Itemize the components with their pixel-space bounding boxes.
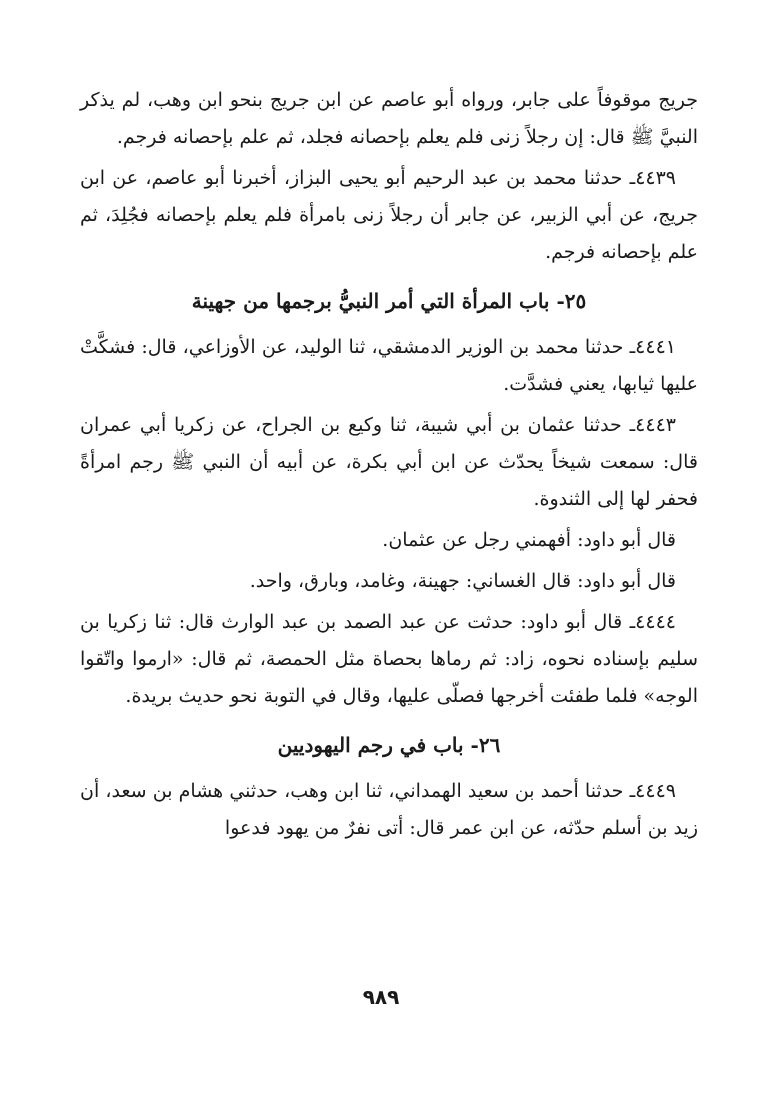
paragraph-hadith-4449: ٤٤٤٩ـ حدثنا أحمد بن سعيد الهمداني، ثنا ابن وهب، حدثني هشام بن سعد، أن زيد بن أسلم حدّثه، عن ابن عمر قال: أتى نفرٌ من يهود فدعوا: [80, 780, 698, 839]
chapter-heading-26: ٢٦- باب في رجم اليهوديين: [277, 733, 501, 757]
page-body: [80, 82, 698, 851]
paragraph-abu-dawud-note-2: قال أبو داود: قال الغساني: جهينة، وغامد، وبارق، واحد.: [249, 570, 676, 592]
chapter-heading-25: ٢٥- باب المرأة التي أمر النبيُّ برجمها من جهينة: [191, 289, 587, 313]
paragraph-hadith-4441: ٤٤٤١ـ حدثنا محمد بن الوزير الدمشقي، ثنا الوليد، عن الأوزاعي، قال: فشكَّتْ عليها ثيابها، يعني فشدَّت.: [80, 336, 698, 395]
paragraph-hadith-4443: ٤٤٤٣ـ حدثنا عثمان بن أبي شيبة، ثنا وكيع بن الجراح، عن زكريا أبي عمران قال: سمعت شيخاً يحدّث عن ابن أبي بكرة، عن أبيه أن النبي ﷺ رجم امرأةً فحفر لها إلى الثندوة.: [80, 414, 698, 510]
paragraph-hadith-4444: ٤٤٤٤ـ قال أبو داود: حدثت عن عبد الصمد بن عبد الوارث قال: ثنا زكريا بن سليم بإسناده نحوه، زاد: ثم رماها بحصاة مثل الحمصة، ثم قال: «ارموا واتّقوا الوجه» فلما طفئت أخرجها فصلّى عليها، وقال في التوبة نحو حديث بريدة.: [80, 611, 698, 707]
paragraph-abu-dawud-note-1: قال أبو داود: أفهمني رجل عن عثمان.: [382, 529, 676, 551]
page-number: ٩٨٩: [362, 985, 400, 1009]
paragraph-hadith-4439: ٤٤٣٩ـ حدثنا محمد بن عبد الرحيم أبو يحيى البزاز، أخبرنا أبو عاصم، عن ابن جريج، عن أبي الزبير، عن جابر أن رجلاً زنى بامرأة فلم يعلم بإحصانه فجُلِدَ، ثم علم بإحصانه فرجم.: [80, 167, 698, 263]
paragraph-continuation: جريج موقوفاً على جابر، ورواه أبو عاصم عن ابن جريج بنحو ابن وهب، لم يذكر النبيَّ ﷺ قال: إن رجلاً زنى فلم يعلم بإحصانه فجلد، ثم علم بإحصانه فرجم.: [80, 89, 698, 148]
